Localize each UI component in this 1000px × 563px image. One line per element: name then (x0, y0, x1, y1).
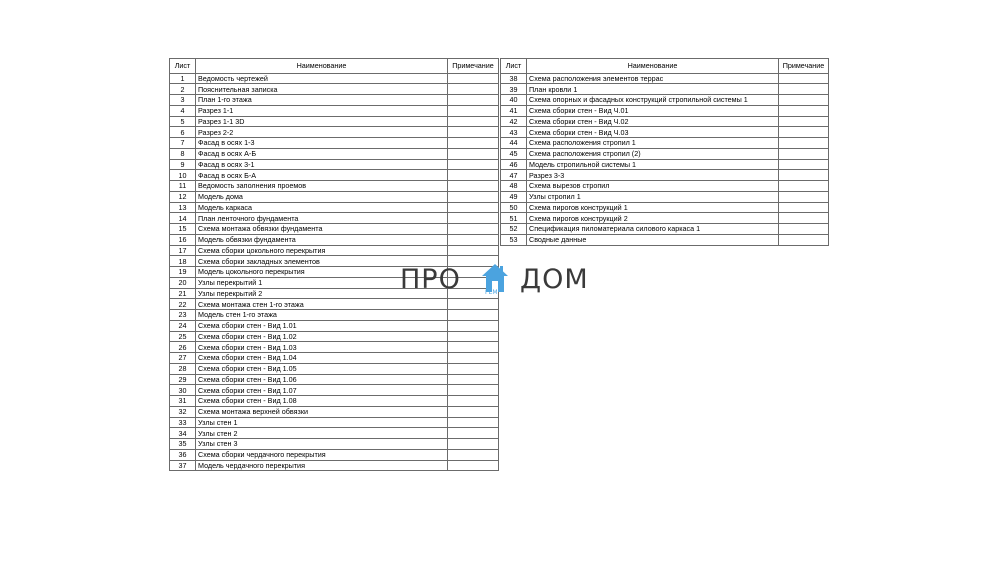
sheet-number-cell: 17 (170, 245, 196, 256)
note-cell (448, 374, 499, 385)
sheet-number-cell: 53 (501, 234, 527, 245)
note-cell (779, 213, 829, 224)
sheet-name-cell: Схема сборки стен - Вид 1.08 (196, 396, 448, 407)
note-cell (448, 224, 499, 235)
sheet-name-cell: Фасад в осях Б-А (196, 170, 448, 181)
table-row (170, 95, 499, 106)
sheet-number-cell: 7 (170, 138, 196, 149)
table-row (501, 170, 829, 181)
table-row (170, 460, 499, 471)
sheet-number-cell: 36 (170, 449, 196, 460)
sheet-number-cell: 10 (170, 170, 196, 181)
sheet-name-cell: Модель дома (196, 191, 448, 202)
sheet-number-cell: 35 (170, 439, 196, 450)
table-row (170, 202, 499, 213)
note-cell (448, 406, 499, 417)
sheet-number-cell: 52 (501, 224, 527, 235)
note-cell (779, 234, 829, 245)
note-cell (448, 127, 499, 138)
table-row (170, 73, 499, 84)
sheet-name-cell: Схема сборки стен - Вид 1.01 (196, 320, 448, 331)
header-name: Наименование (196, 59, 448, 74)
sheet-name-cell: Схема сборки стен - Вид Ч.03 (527, 127, 779, 138)
sheet-name-cell: Фасад в осях 3-1 (196, 159, 448, 170)
sheet-name-cell: Узлы стен 3 (196, 439, 448, 450)
sheet-name-cell: Модель обвязки фундамента (196, 234, 448, 245)
sheet-name-cell: Узлы перекрытий 2 (196, 288, 448, 299)
sheet-name-cell: Разрез 1-1 3D (196, 116, 448, 127)
table-row (170, 181, 499, 192)
table-row (501, 73, 829, 84)
note-cell (779, 202, 829, 213)
sheet-number-cell: 50 (501, 202, 527, 213)
sheet-name-cell: Схема сборки стен - Вид Ч.02 (527, 116, 779, 127)
sheet-number-cell: 3 (170, 95, 196, 106)
note-cell (448, 363, 499, 374)
sheet-number-cell: 40 (501, 95, 527, 106)
sheet-name-cell: Разрез 1-1 (196, 105, 448, 116)
sheet-name-cell: Модель чердачного перекрытия (196, 460, 448, 471)
note-cell (448, 148, 499, 159)
table-row (501, 116, 829, 127)
sheet-number-cell: 32 (170, 406, 196, 417)
sheet-name-cell: Схема расположения элементов террас (527, 73, 779, 84)
note-cell (448, 95, 499, 106)
header-note: Примечание (779, 59, 829, 74)
header-sheet: Лист (170, 59, 196, 74)
header-note: Примечание (448, 59, 499, 74)
note-cell (779, 159, 829, 170)
sheet-name-cell: Ведомость заполнения проемов (196, 181, 448, 192)
note-cell (448, 84, 499, 95)
sheet-number-cell: 47 (501, 170, 527, 181)
sheet-name-cell: План кровли 1 (527, 84, 779, 95)
table-row (170, 331, 499, 342)
sheet-name-cell: Схема пирогов конструкций 1 (527, 202, 779, 213)
note-cell (448, 202, 499, 213)
table-row (170, 396, 499, 407)
table-row (170, 310, 499, 321)
note-cell (448, 320, 499, 331)
sheet-number-cell: 34 (170, 428, 196, 439)
table-row (501, 138, 829, 149)
sheet-name-cell: Схема сборки закладных элементов (196, 256, 448, 267)
note-cell (448, 385, 499, 396)
sheet-number-cell: 45 (501, 148, 527, 159)
sheet-name-cell: Схема сборки стен - Вид Ч.01 (527, 105, 779, 116)
sheet-number-cell: 51 (501, 213, 527, 224)
sheet-name-cell: Схема вырезов стропил (527, 181, 779, 192)
sheet-name-cell: Схема расположения стропил (2) (527, 148, 779, 159)
table-row (170, 234, 499, 245)
sheet-name-cell: Схема монтажа обвязки фундамента (196, 224, 448, 235)
note-cell (779, 148, 829, 159)
sheet-number-cell: 49 (501, 191, 527, 202)
sheet-name-cell: Узлы перекрытий 1 (196, 277, 448, 288)
table-row (501, 224, 829, 235)
table-row (501, 191, 829, 202)
sheet-number-cell: 48 (501, 181, 527, 192)
sheet-number-cell: 41 (501, 105, 527, 116)
table-row (170, 439, 499, 450)
note-cell (779, 105, 829, 116)
sheet-name-cell: Узлы стен 1 (196, 417, 448, 428)
sheet-name-cell: Схема опорных и фасадных конструкций стропильной системы 1 (527, 95, 779, 106)
note-cell (448, 428, 499, 439)
note-cell (779, 116, 829, 127)
note-cell (448, 331, 499, 342)
sheet-number-cell: 38 (501, 73, 527, 84)
table-row (501, 95, 829, 106)
note-cell (448, 191, 499, 202)
sheet-name-cell: Фасад в осях А-Б (196, 148, 448, 159)
sheet-number-cell: 9 (170, 159, 196, 170)
note-cell (448, 342, 499, 353)
sheet-number-cell: 43 (501, 127, 527, 138)
table-row (170, 116, 499, 127)
sheet-number-cell: 26 (170, 342, 196, 353)
table-row (170, 363, 499, 374)
sheet-number-cell: 14 (170, 213, 196, 224)
table-row (170, 342, 499, 353)
table-row (501, 127, 829, 138)
sheet-number-cell: 42 (501, 116, 527, 127)
table-row (170, 406, 499, 417)
sheet-name-cell: Схема расположения стропил 1 (527, 138, 779, 149)
note-cell (448, 460, 499, 471)
sheet-name-cell: Схема пирогов конструкций 2 (527, 213, 779, 224)
sheet-number-cell: 12 (170, 191, 196, 202)
note-cell (448, 73, 499, 84)
sheet-name-cell: Схема сборки чердачного перекрытия (196, 449, 448, 460)
sheet-number-cell: 11 (170, 181, 196, 192)
table-row (501, 181, 829, 192)
sheet-name-cell: Схема сборки стен - Вид 1.06 (196, 374, 448, 385)
table-row (170, 213, 499, 224)
sheet-name-cell: Схема сборки стен - Вид 1.03 (196, 342, 448, 353)
sheet-number-cell: 19 (170, 267, 196, 278)
note-cell (448, 234, 499, 245)
table-row (170, 320, 499, 331)
sheet-number-cell: 28 (170, 363, 196, 374)
sheet-number-cell: 21 (170, 288, 196, 299)
drawings-list-table-right (500, 58, 829, 246)
sheet-number-cell: 6 (170, 127, 196, 138)
sheet-number-cell: 18 (170, 256, 196, 267)
sheet-number-cell: 15 (170, 224, 196, 235)
table-row (501, 159, 829, 170)
sheet-number-cell: 37 (170, 460, 196, 471)
table-row (170, 224, 499, 235)
sheet-name-cell: Узлы стропил 1 (527, 191, 779, 202)
note-cell (448, 353, 499, 364)
sheet-number-cell: 30 (170, 385, 196, 396)
table-row (501, 213, 829, 224)
sheet-number-cell: 13 (170, 202, 196, 213)
sheet-name-cell: План ленточного фундамента (196, 213, 448, 224)
sheet-name-cell: Сводные данные (527, 234, 779, 245)
sheet-number-cell: 39 (501, 84, 527, 95)
sheet-number-cell: 16 (170, 234, 196, 245)
note-cell (779, 95, 829, 106)
sheet-name-cell: Спецификация пиломатериала силового каркаса 1 (527, 224, 779, 235)
sheet-name-cell: Схема сборки цокольного перекрытия (196, 245, 448, 256)
table-row (170, 105, 499, 116)
sheet-number-cell: 20 (170, 277, 196, 288)
sheet-number-cell: 24 (170, 320, 196, 331)
table-row (501, 234, 829, 245)
note-cell (779, 127, 829, 138)
table-row (170, 417, 499, 428)
watermark-text-right: ДОМ (520, 264, 589, 295)
sheet-name-cell: Фасад в осях 1-3 (196, 138, 448, 149)
sheet-name-cell: Схема сборки стен - Вид 1.02 (196, 331, 448, 342)
table-header-row (501, 59, 829, 74)
table-row (501, 84, 829, 95)
sheet-number-cell: 46 (501, 159, 527, 170)
table-row (501, 148, 829, 159)
note-cell (448, 396, 499, 407)
note-cell (779, 191, 829, 202)
sheet-name-cell: Схема сборки стен - Вид 1.07 (196, 385, 448, 396)
note-cell (779, 181, 829, 192)
sheet-name-cell: Ведомость чертежей (196, 73, 448, 84)
watermark-subtext: РЕМ (485, 289, 498, 296)
sheet-name-cell: Модель цокольного перекрытия (196, 267, 448, 278)
sheet-name-cell: Модель каркаса (196, 202, 448, 213)
sheet-name-cell: Схема монтажа стен 1-го этажа (196, 299, 448, 310)
note-cell (448, 417, 499, 428)
table-row (170, 245, 499, 256)
sheet-name-cell: Разрез 2-2 (196, 127, 448, 138)
sheet-name-cell: Схема монтажа верхней обвязки (196, 406, 448, 417)
sheet-name-cell: Разрез 3-3 (527, 170, 779, 181)
header-name: Наименование (527, 59, 779, 74)
table-row (170, 127, 499, 138)
watermark-logo (400, 262, 600, 302)
sheet-number-cell: 44 (501, 138, 527, 149)
table-row (170, 148, 499, 159)
table-row (170, 138, 499, 149)
table-row (170, 374, 499, 385)
sheet-name-cell: Модель стен 1-го этажа (196, 310, 448, 321)
table-row (501, 202, 829, 213)
note-cell (448, 105, 499, 116)
sheet-name-cell: План 1-го этажа (196, 95, 448, 106)
sheet-number-cell: 27 (170, 353, 196, 364)
table-row (170, 428, 499, 439)
sheet-number-cell: 1 (170, 73, 196, 84)
note-cell (448, 213, 499, 224)
sheet-number-cell: 5 (170, 116, 196, 127)
sheet-number-cell: 33 (170, 417, 196, 428)
table-row (170, 191, 499, 202)
sheet-number-cell: 23 (170, 310, 196, 321)
note-cell (448, 310, 499, 321)
sheet-name-cell: Схема сборки стен - Вид 1.04 (196, 353, 448, 364)
note-cell (779, 73, 829, 84)
sheet-number-cell: 31 (170, 396, 196, 407)
note-cell (448, 449, 499, 460)
note-cell (448, 181, 499, 192)
note-cell (779, 224, 829, 235)
note-cell (779, 170, 829, 181)
header-sheet: Лист (501, 59, 527, 74)
note-cell (448, 245, 499, 256)
note-cell (448, 138, 499, 149)
sheet-name-cell: Схема сборки стен - Вид 1.05 (196, 363, 448, 374)
note-cell (448, 439, 499, 450)
watermark-text-left: ПРО (400, 264, 461, 295)
sheet-number-cell: 4 (170, 105, 196, 116)
sheet-name-cell: Пояснительная записка (196, 84, 448, 95)
table-row (170, 84, 499, 95)
sheet-number-cell: 2 (170, 84, 196, 95)
table-row (170, 449, 499, 460)
note-cell (448, 170, 499, 181)
note-cell (779, 138, 829, 149)
note-cell (448, 159, 499, 170)
table-row (501, 105, 829, 116)
table-row (170, 159, 499, 170)
sheet-name-cell: Модель стропильной системы 1 (527, 159, 779, 170)
sheet-name-cell: Узлы стен 2 (196, 428, 448, 439)
note-cell (779, 84, 829, 95)
sheet-number-cell: 22 (170, 299, 196, 310)
table-row (170, 385, 499, 396)
sheet-number-cell: 25 (170, 331, 196, 342)
note-cell (448, 116, 499, 127)
table-row (170, 353, 499, 364)
sheet-number-cell: 8 (170, 148, 196, 159)
table-row (170, 170, 499, 181)
sheet-number-cell: 29 (170, 374, 196, 385)
table-header-row (170, 59, 499, 74)
